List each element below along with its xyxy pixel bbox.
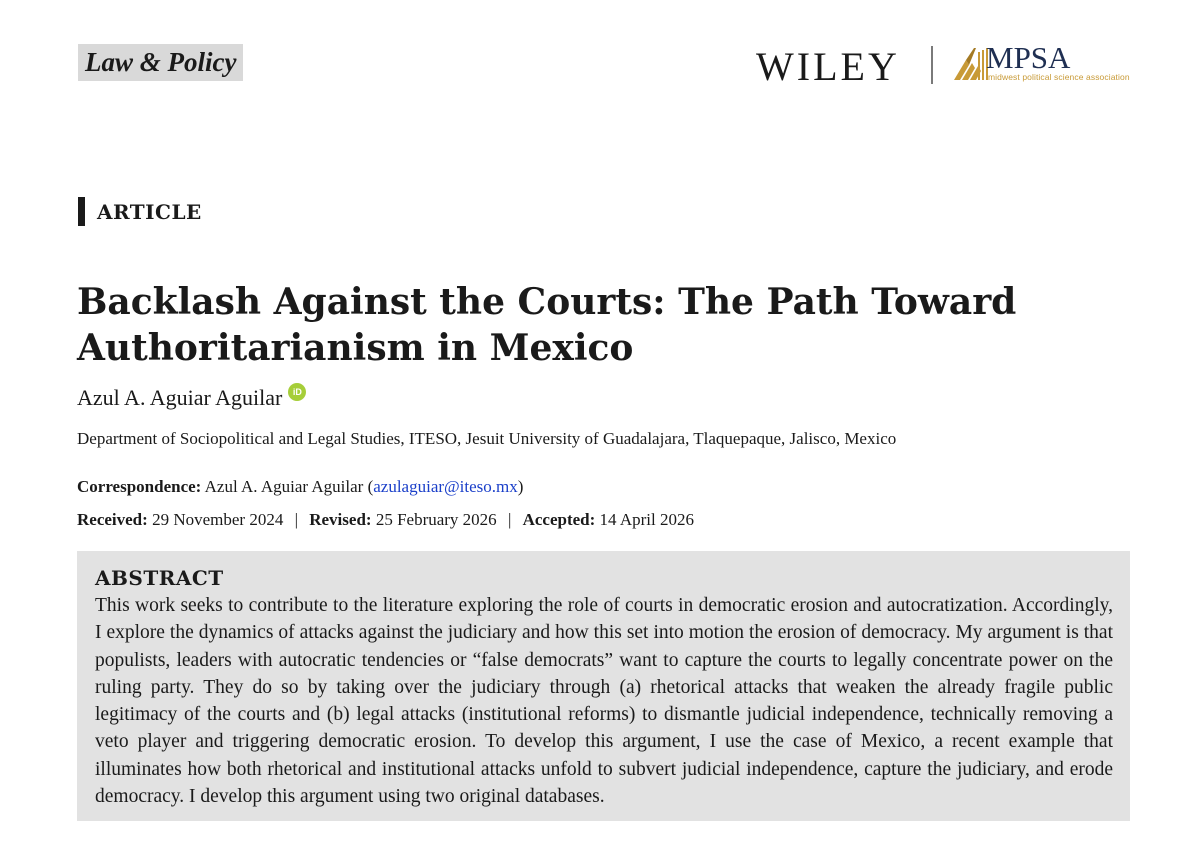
received-date: 29 November 2024 (152, 510, 284, 529)
article-title: Backlash Against the Courts: The Path Toward Authoritarianism in Mexico (77, 281, 1017, 369)
date-separator: | (507, 510, 512, 529)
revised-label: Revised: (309, 510, 372, 529)
correspondence-label: Correspondence: (77, 477, 202, 496)
logo-divider (931, 46, 933, 84)
orcid-icon[interactable]: iD (288, 383, 306, 401)
mpsa-logo-subtitle: midwest political science association (988, 72, 1130, 82)
date-separator: | (294, 510, 298, 529)
accepted-date: 14 April 2026 (599, 510, 694, 529)
article-type-bar (78, 197, 85, 226)
mpsa-logo-text: MPSA (986, 40, 1071, 75)
journal-name: Law & Policy (78, 44, 243, 81)
correspondence-email-link[interactable]: azulaguiar@iteso.mx (373, 477, 518, 496)
accepted-label: Accepted: (522, 510, 596, 529)
wiley-logo: WILEY (756, 44, 900, 89)
author-line (77, 384, 306, 412)
abstract-box (77, 551, 1130, 821)
publisher-logos (756, 42, 1136, 88)
revised-date: 25 February 2026 (375, 510, 497, 529)
correspondence-name: Azul A. Aguiar Aguilar (204, 477, 364, 496)
publication-dates (77, 509, 694, 531)
mpsa-logo-icon (952, 48, 990, 82)
received-label: Received: (77, 510, 148, 529)
article-type: ARTICLE (97, 200, 202, 224)
author-name[interactable]: Azul A. Aguiar Aguilar (77, 385, 283, 410)
abstract-heading: ABSTRACT (95, 566, 224, 590)
abstract-body: This work seeks to contribute to the literature exploring the role of courts in democratic erosion and autocratization. Accordingly, I explore the dynamics of attacks against the judiciary and how this set into motion the erosion of democracy. My argument is that populists, leaders with autocratic tendencies or “false democrats” want to capture the courts to legally concentrate power on the ruling party. They do so by taking over the judiciary through (a) rhetorical attacks that weaken the already fragile public legitimacy of the courts and (b) legal attacks (institutional reforms) to dismantle judicial independence, technically removing a veto player and triggering democratic erosion. To develop this argument, I use the case of Mexico, a recent example that illuminates how both rhetorical and institutional attacks unfold to subvert judicial independence, capture the judiciary, and erode democracy. I develop this argument using two original databases. (95, 595, 1113, 808)
correspondence: Correspondence: Azul A. Aguiar Aguilar (azulaguiar@iteso.mx) (77, 477, 524, 496)
author-affiliation: Department of Sociopolitical and Legal Studies, ITESO, Jesuit University of Guadalajara, Tlaquepaque, Jalisco, Mexico (77, 429, 897, 448)
